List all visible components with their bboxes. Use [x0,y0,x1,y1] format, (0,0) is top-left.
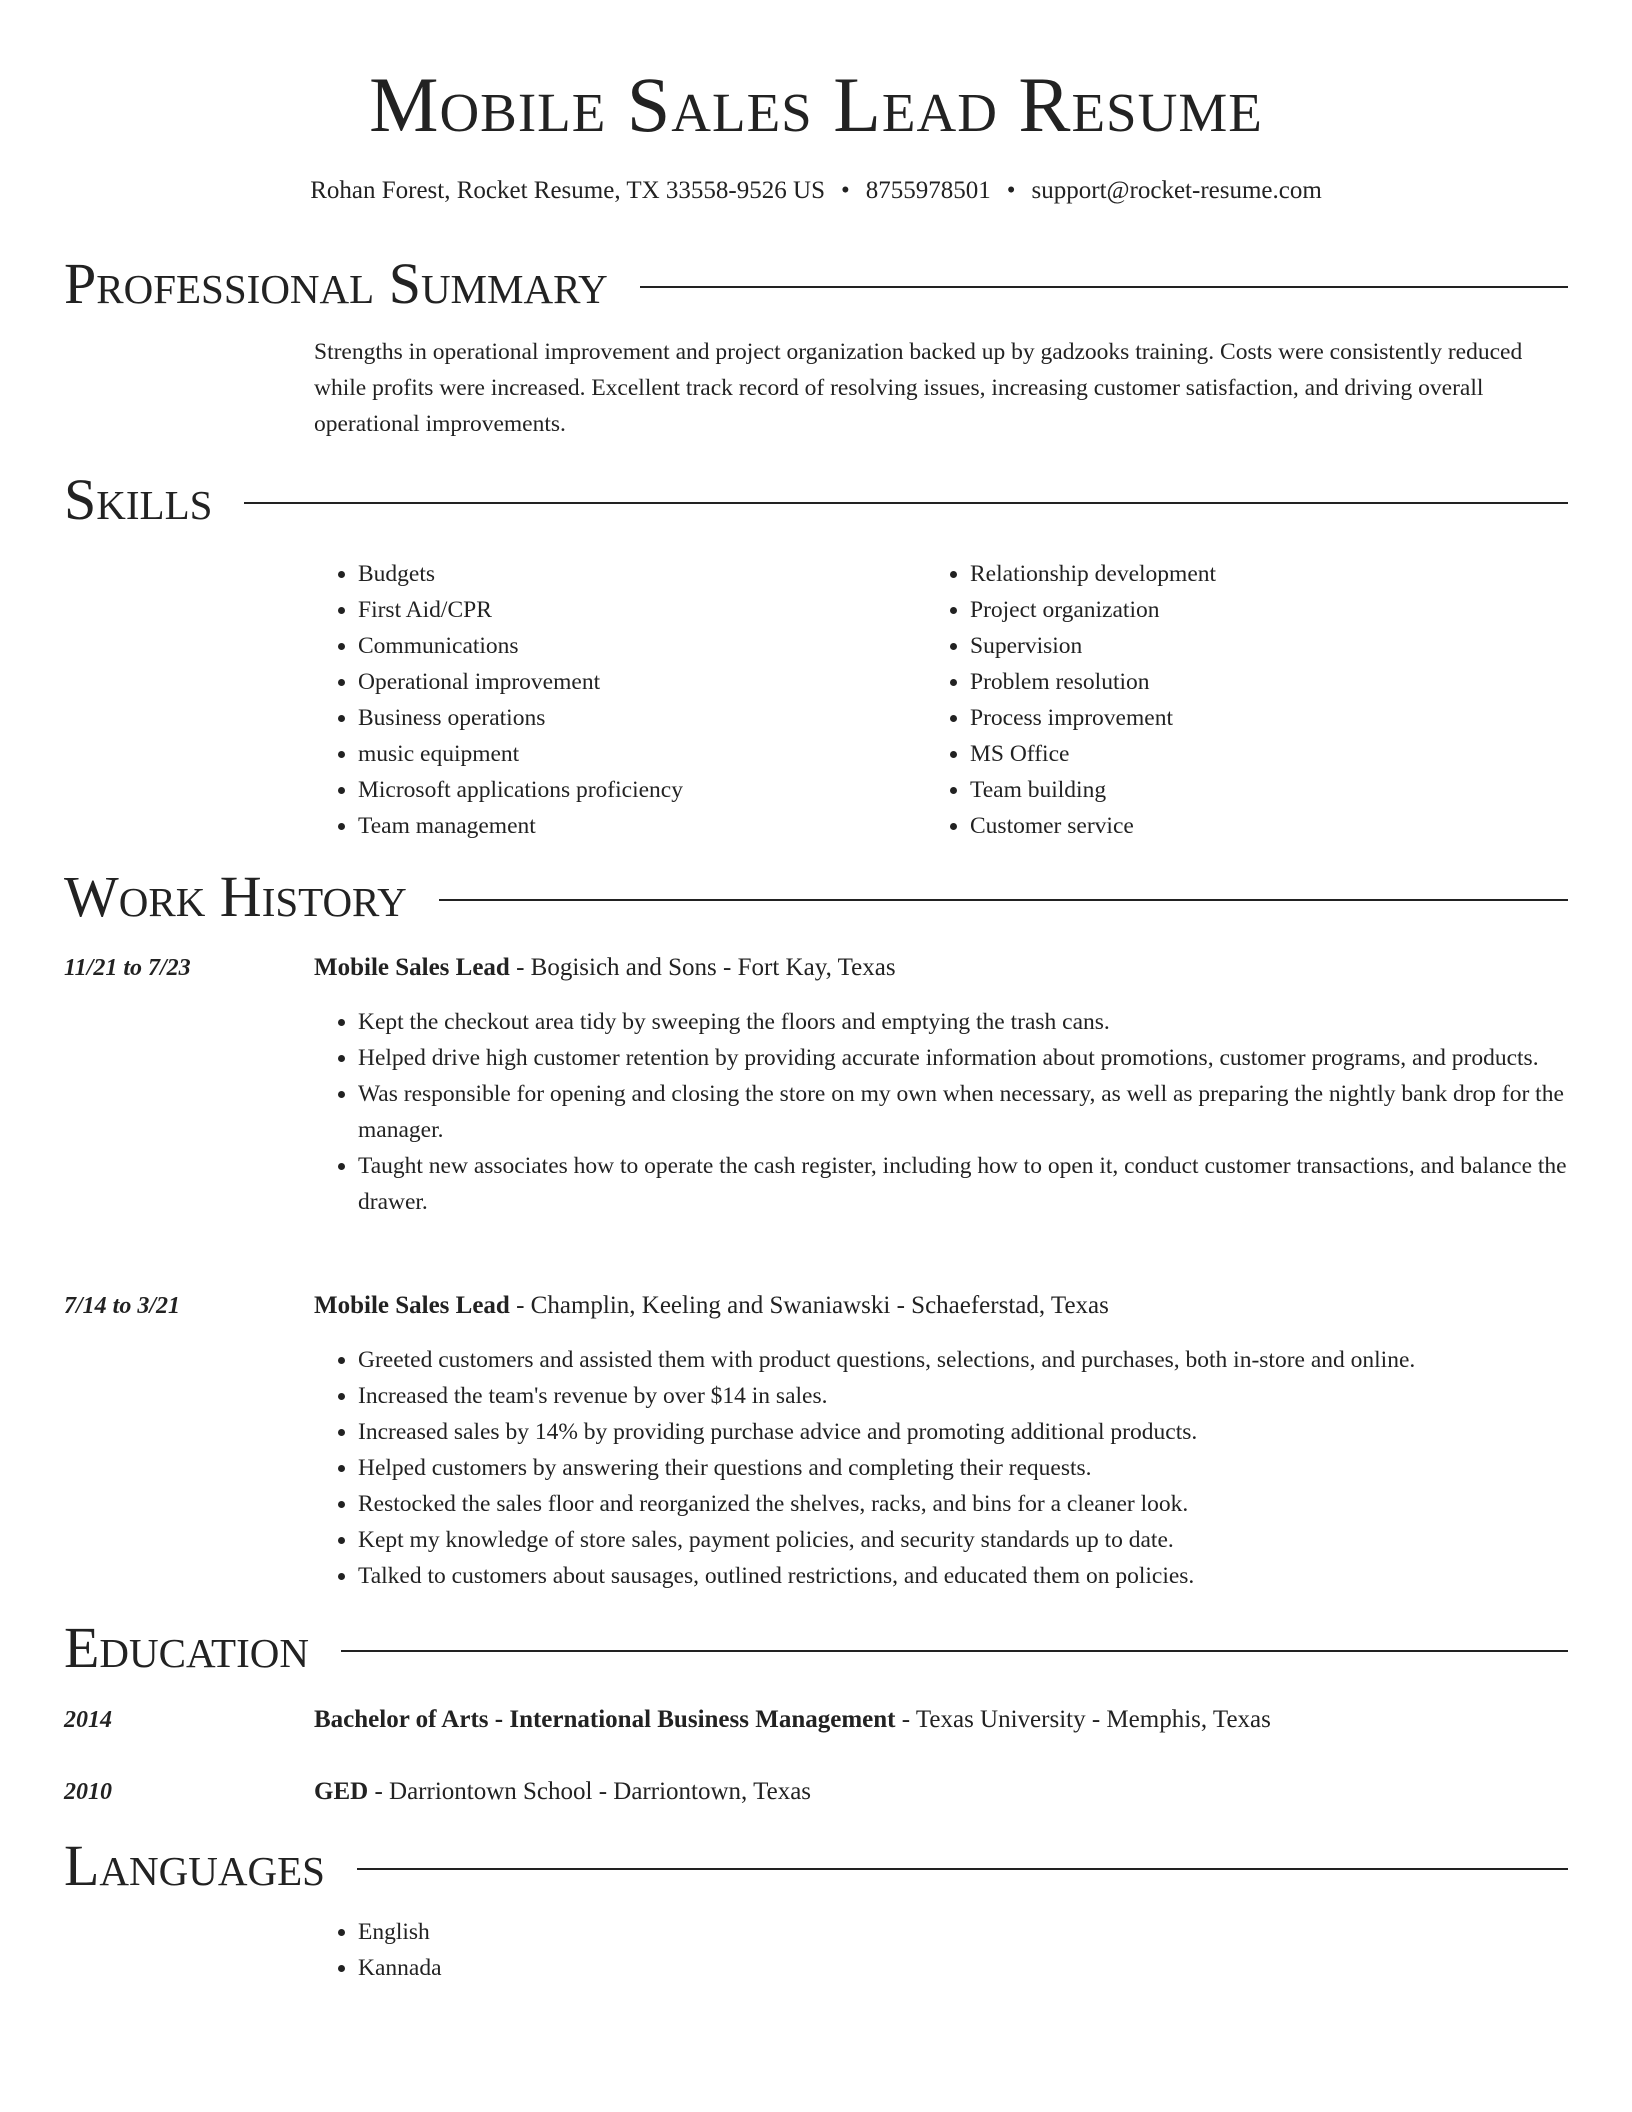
job-heading [314,950,1568,986]
section-divider [341,1650,1568,1652]
languages-section-header [64,1834,1568,1898]
job-bullet: • Restocked the sales floor and reorganized the shelves, racks, and bins for a cleaner look. [358,1486,1568,1522]
education-year: 2014 [64,1707,112,1733]
education-degree: Bachelor of Arts - International Business Management [314,1706,896,1733]
skill-item: • Supervision [970,628,1526,664]
job-heading [314,1288,1568,1324]
summary-section-title: Professional Summary [64,251,608,316]
skill-item: • Team building [970,772,1526,808]
job-bullet: • Helped customers by answering their questions and completing their requests. [358,1450,1568,1486]
job-bullet: • Increased sales by 14% by providing purchase advice and promoting additional products. [358,1414,1568,1450]
work-section-title: Work History [64,864,407,929]
skill-item: • Budgets [358,556,914,592]
job-bullet: • Greeted customers and assisted them with product questions, selections, and purchases, both in-store and online. [358,1342,1568,1378]
summary-text: Strengths in operational improvement and project organization backed up by gadzooks training. Costs were consistently reduced while profits were increased. Excellent track record of resolving issues, increasing customer satisfaction, and driving overall operational improvements. [314,339,1523,437]
contact-address: Rohan Forest, Rocket Resume, TX 33558-9526 US [310,177,825,204]
job-duties [314,1004,1568,1220]
languages-block [314,1914,1568,1986]
education-degree: GED [314,1778,369,1805]
skill-item: • Team management [358,808,914,844]
summary-section-header [64,252,1568,316]
education-year: 2010 [64,1779,112,1805]
job-employer: - Bogisich and Sons - Fort Kay, Texas [509,954,896,981]
skills-section-header [64,468,1568,532]
skill-item: • Relationship development [970,556,1526,592]
skill-item: • Business operations [358,700,914,736]
section-divider [439,899,1568,901]
work-section-header [64,865,1568,929]
language-item: • Kannada [358,1950,1568,1986]
job-bullet-list [314,1004,1568,1220]
job-title: Mobile Sales Lead [314,1292,510,1319]
section-divider [357,1868,1568,1870]
education-school: - Texas University - Memphis, Texas [895,1706,1271,1733]
job-bullet: • Increased the team's revenue by over $14 in sales. [358,1378,1568,1414]
education-entry [314,1774,1568,1810]
contact-phone: 8755978501 [865,177,991,204]
section-divider [640,286,1568,288]
job-dates: 11/21 to 7/23 [64,955,191,981]
skill-item: • MS Office [970,736,1526,772]
contact-separator: • [840,177,850,204]
job-duties [314,1342,1568,1594]
languages-section-title: Languages [64,1833,325,1898]
job-bullet: • Kept the checkout area tidy by sweeping the floors and emptying the trash cans. [358,1004,1568,1040]
skill-item: • Customer service [970,808,1526,844]
skill-item: • music equipment [358,736,914,772]
education-entry [314,1702,1568,1738]
section-divider [244,502,1568,504]
skill-item: • First Aid/CPR [358,592,914,628]
job-employer: - Champlin, Keeling and Swaniawski - Schaeferstad, Texas [509,1292,1109,1319]
education-section-header [64,1616,1568,1680]
resume-title: Mobile Sales Lead Resume [369,61,1263,148]
skill-item: • Process improvement [970,700,1526,736]
skills-list-right [926,556,1526,844]
skills-right-column [926,556,1526,844]
job-dates: 7/14 to 3/21 [64,1293,181,1319]
job-bullet: • Taught new associates how to operate the cash register, including how to open it, conduct customer transactions, and balance the drawer. [358,1148,1568,1220]
skills-list-left [314,556,914,844]
skill-item: • Microsoft applications proficiency [358,772,914,808]
job-bullet: • Kept my knowledge of store sales, payment policies, and security standards up to date. [358,1522,1568,1558]
contact-email: support@rocket-resume.com [1031,177,1322,204]
education-section-title: Education [64,1615,309,1680]
skill-item: • Problem resolution [970,664,1526,700]
language-item: • English [358,1914,1568,1950]
job-bullet-list [314,1342,1568,1594]
job-bullet: • Helped drive high customer retention by providing accurate information about promotions, customer programs, and products. [358,1040,1568,1076]
skill-item: • Operational improvement [358,664,914,700]
job-bullet: • Was responsible for opening and closing the store on my own when necessary, as well as preparing the nightly bank drop for the manager. [358,1076,1568,1148]
skill-item: • Project organization [970,592,1526,628]
languages-list [314,1914,1568,1986]
job-title: Mobile Sales Lead [314,954,510,981]
skill-item: • Communications [358,628,914,664]
job-bullet: • Talked to customers about sausages, outlined restrictions, and educated them on policies. [358,1558,1568,1594]
education-school: - Darriontown School - Darriontown, Texas [368,1778,812,1805]
contact-separator: • [1006,177,1016,204]
skills-left-column [314,556,914,844]
skills-section-title: Skills [64,467,213,532]
contact-line [0,174,1632,208]
